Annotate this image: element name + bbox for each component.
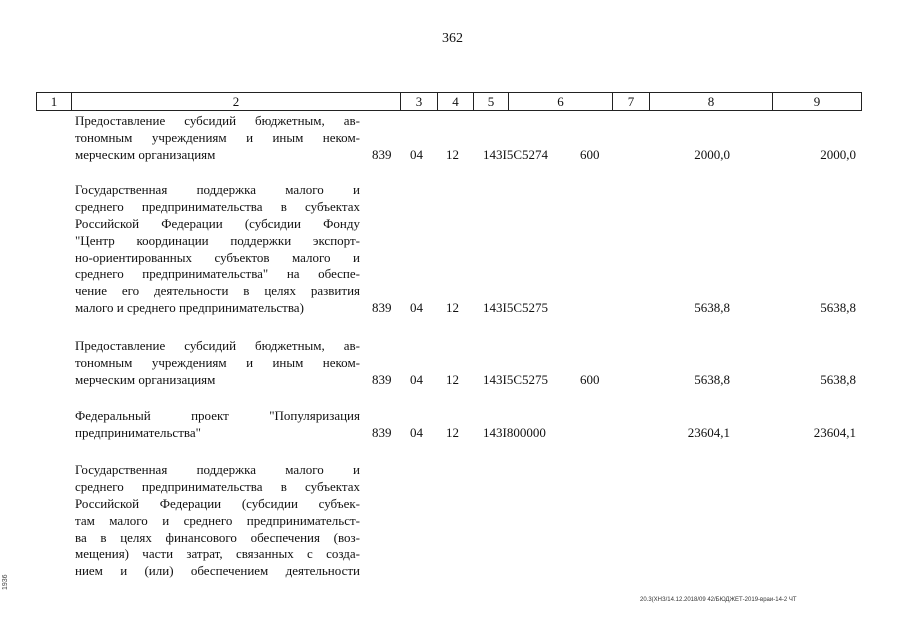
header-cell-7: 7 (612, 93, 649, 110)
description-line: Государственная поддержка малого и (75, 462, 360, 477)
description-line: нием и (или) обеспечением деятельности (75, 563, 360, 579)
cell-section: 04 (410, 424, 423, 440)
cell-amount-9: 23604,1 (813, 424, 856, 440)
cell-section: 04 (410, 371, 423, 387)
description-line: но-ориентированных субъектов малого и (75, 249, 360, 265)
description-line: "Центр координации поддержки экспорт- (75, 232, 360, 248)
cell-amount-8: 23604,1 (687, 424, 730, 440)
header-cell-6: 6 (508, 93, 612, 110)
cell-ministry: 839 (372, 300, 392, 316)
cell-amount-8: 5638,8 (694, 300, 730, 316)
cell-section: 04 (410, 146, 423, 162)
description-line: тономным учреждениям и иным неком- (75, 354, 360, 370)
description-line: Предоставление субсидий бюджетным, ав- (75, 338, 360, 353)
cell-subsection: 12 (446, 371, 459, 387)
page-number: 362 (442, 31, 463, 46)
description-line: Российской Федерации (субсидии Фонду (75, 215, 360, 231)
description-line: там малого и среднего предпринимательст- (75, 512, 360, 528)
cell-expense-type: 600 (580, 371, 600, 387)
row-description (75, 462, 360, 580)
document-footer-code: 20.3(ХНЗ/14.12.2018/09 42/БЮДЖЕТ-2019-враи-14-2 ЧТ (640, 597, 797, 603)
header-cell-2: 2 (71, 93, 400, 110)
cell-target-article: 143I5C5275 (483, 300, 548, 316)
header-cell-4: 4 (437, 93, 473, 110)
cell-target-article: 143I5C5274 (483, 146, 548, 162)
header-cell-1: 1 (36, 93, 71, 110)
description-line: мерческим организациям (75, 371, 216, 387)
description-line: предпринимательства" (75, 424, 201, 440)
description-line: среднего предпринимательства" на обеспе- (75, 266, 360, 282)
cell-subsection: 12 (446, 300, 459, 316)
cell-subsection: 12 (446, 146, 459, 162)
margin-mark: 1936 (2, 574, 9, 590)
row-description (75, 338, 360, 389)
row-description (75, 408, 360, 442)
description-line: мерческим организациям (75, 146, 216, 162)
description-line: Российской Федерации (субсидии субъек- (75, 495, 360, 511)
description-line: малого и среднего предпринимательства) (75, 300, 304, 316)
description-line: среднего предпринимательства в субъектах (75, 478, 360, 494)
row-description (75, 113, 360, 164)
cell-subsection: 12 (446, 424, 459, 440)
header-cell-8: 8 (649, 93, 772, 110)
cell-amount-8: 5638,8 (694, 371, 730, 387)
description-line: Государственная поддержка малого и (75, 182, 360, 197)
cell-amount-8: 2000,0 (694, 146, 730, 162)
description-line: тономным учреждениям и иным неком- (75, 129, 360, 145)
cell-amount-9: 5638,8 (820, 371, 856, 387)
cell-ministry: 839 (372, 146, 392, 162)
cell-amount-9: 5638,8 (820, 300, 856, 316)
header-cell-9: 9 (772, 93, 862, 110)
header-cell-3: 3 (400, 93, 437, 110)
cell-ministry: 839 (372, 371, 392, 387)
description-line: ва в целях финансового обеспечения (воз- (75, 529, 360, 545)
header-cell-5: 5 (473, 93, 508, 110)
cell-ministry: 839 (372, 424, 392, 440)
description-line: среднего предпринимательства в субъектах (75, 198, 360, 214)
cell-expense-type: 600 (580, 146, 600, 162)
row-description (75, 182, 360, 317)
cell-section: 04 (410, 300, 423, 316)
cell-amount-9: 2000,0 (820, 146, 856, 162)
description-line: Федеральный проект "Популяризация (75, 408, 360, 423)
cell-target-article: 143I5C5275 (483, 371, 548, 387)
description-line: мещения) части затрат, связанных с созда- (75, 546, 360, 562)
description-line: Предоставление субсидий бюджетным, ав- (75, 113, 360, 128)
cell-target-article: 143I800000 (483, 424, 546, 440)
table-header-row (36, 92, 862, 111)
description-line: чение его деятельности в целях развития (75, 283, 360, 299)
